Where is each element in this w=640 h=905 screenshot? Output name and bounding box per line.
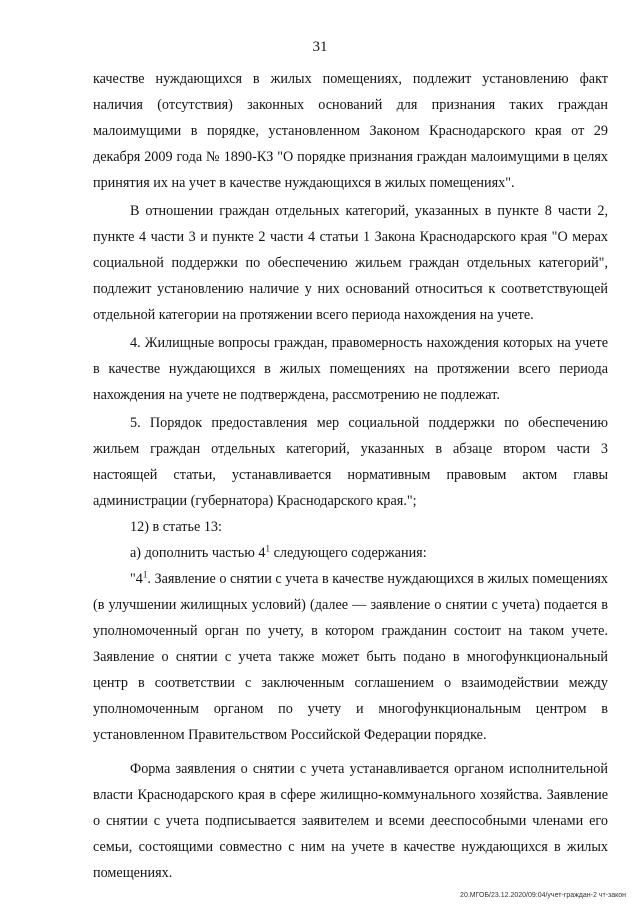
paragraph-subpoint-a: а) дополнить частью $4^1$ следующего содержания: xyxy=(130,543,427,561)
paragraph-application-form: Форма заявления о снятии с учета устанавливается органом исполнительной власти Краснодарского края в сфере жилищно-коммунального хозяйства. Заявление о снятии с учета подписывается заявителем и всеми дееспособными членами его семьи, состоящими совместно с ним на учете в качестве нуждающихся в жилых помещениях. xyxy=(93,761,608,881)
paragraph-item-5: 5. Порядок предоставления мер социальной поддержки по обеспечению жильем граждан отдельных категорий, указанных в абзаце втором части 3 настоящей статьи, устанавливается нормативным правовым актом главы администрации (губернатора) Краснодарского края."; xyxy=(93,415,608,509)
paragraph-item-4: 4. Жилищные вопросы граждан, правомерность нахождения которых на учете в качестве нуждающихся в жилых помещениях на протяжении всего периода нахождения на учете не подтверждена, рассмотрению не подлежат. xyxy=(93,335,608,403)
paragraph-point-12: 12) в статье 13: xyxy=(130,519,222,535)
document-body xyxy=(93,66,608,886)
paragraph-categories: В отношении граждан отдельных категорий, указанных в пункте 8 части 2, пункте 4 части 3 и пункте 2 части 4 статьи 1 Закона Краснодарского края "О мерах социальной поддержки по обеспечению жильем граждан отдельных категорий", подлежит установлению наличие у них оснований относиться к соответствующей отдельной категории на протяжении всего периода нахождения на учете. xyxy=(93,203,608,323)
document-footer: 20.МГОБ/23.12.2020/09:04/учет-граждан-2 чт-закон xyxy=(460,892,626,899)
paragraph-part-4-1: "$4^1$. Заявление о снятии с учета в качестве нуждающихся в жилых помещениях (в улучшении жилищных условий) (далее — заявление о снятии с учета) подается в уполномоченный орган по учету, в котором гражданин состоит на таком учете. Заявление о снятии с учета также может быть подано в многофункциональный центр в соответствии с заключенным соглашением о взаимодействии между уполномоченным органом по учету и многофункциональным центром в установленном Правительством Российской Федерации порядке. xyxy=(93,569,608,743)
paragraph-continuation: качестве нуждающихся в жилых помещениях, подлежит установлению факт наличия (отсутствия) законных оснований для признания таких граждан малоимущими в порядке, установленном Законом Краснодарского края от 29 декабря 2009 года № 1890-КЗ "О порядке признания граждан малоимущими в целях принятия их на учет в качестве нуждающихся в жилых помещениях". xyxy=(93,71,608,191)
page-number: 31 xyxy=(312,39,328,55)
